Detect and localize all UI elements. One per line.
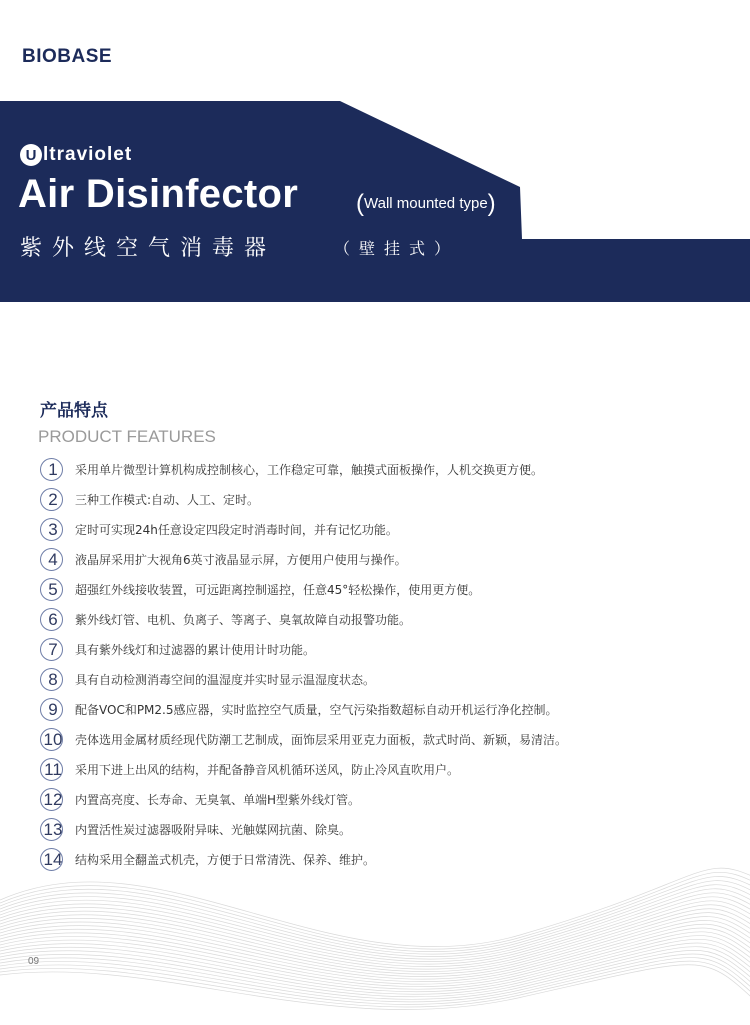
feature-item (40, 664, 740, 694)
feature-number: 3 (48, 519, 58, 539)
feature-text: 内置高亮度、长寿命、无臭氧、单端H型紫外线灯管。 (75, 792, 361, 807)
feature-text: 配备VOC和PM2.5感应器，实时监控空气质量，空气污染指数超标自动开机运行净化控制。 (75, 702, 558, 717)
ultraviolet-rest: ltraviolet (43, 144, 133, 165)
feature-text: 具有紫外线灯和过滤器的累计使用计时功能。 (75, 642, 316, 657)
feature-item (40, 544, 740, 574)
feature-number-badge (40, 818, 63, 841)
feature-number-badge (40, 488, 63, 511)
feature-item (40, 634, 740, 664)
feature-list (40, 454, 740, 874)
feature-item (40, 724, 740, 754)
feature-item (40, 574, 740, 604)
feature-number-badge (40, 758, 63, 781)
feature-text: 内置活性炭过滤器吸附异味、光触媒网抗菌、除臭。 (75, 822, 352, 837)
feature-text: 超强红外线接收装置，可远距离控制遥控，任意45°轻松操作，使用更方便。 (75, 582, 481, 597)
wave-line (0, 889, 750, 959)
feature-text: 采用单片微型计算机构成控制核心，工作稳定可靠，触摸式面板操作，人机交换更方便。 (75, 462, 544, 477)
feature-number-badge (40, 548, 63, 571)
section-title-en: PRODUCT FEATURES (38, 427, 216, 446)
mount-type-en: (Wall mounted type) (356, 190, 496, 217)
feature-item (40, 754, 740, 784)
feature-text: 三种工作模式:自动、人工、定时。 (75, 492, 260, 507)
uv-badge-icon: U (20, 144, 42, 166)
feature-number: 9 (48, 699, 58, 719)
decorative-wave-lines (0, 840, 750, 1025)
feature-number-badge (40, 668, 63, 691)
feature-number: 2 (48, 489, 58, 509)
feature-number: 11 (44, 759, 62, 779)
feature-text: 结构采用全翻盖式机壳，方便于日常清洗、保养、维护。 (75, 852, 376, 867)
wave-line (0, 958, 750, 1005)
feature-number-badge (40, 608, 63, 631)
feature-text: 采用下进上出风的结构，并配备静音风机循环送风，防止冷风直吹用户。 (75, 762, 460, 777)
feature-number: 14 (43, 849, 63, 869)
feature-item (40, 784, 740, 814)
feature-number: 12 (43, 789, 63, 809)
feature-item (40, 694, 740, 724)
feature-text: 紫外线灯管、电机、负离子、等离子、臭氧故障自动报警功能。 (75, 612, 412, 627)
wave-line (0, 954, 750, 1002)
wave-line (0, 881, 750, 955)
feature-number: 1 (48, 459, 58, 479)
feature-number: 4 (48, 549, 58, 569)
feature-text: 定时可实现24h任意设定四段定时消毒时间，并有记忆功能。 (75, 522, 398, 537)
feature-number-badge (40, 638, 63, 661)
product-title-en: Air Disinfector (18, 172, 299, 216)
page-number: 09 (28, 956, 40, 967)
mount-type-cn: （壁挂式） (334, 239, 460, 258)
feature-number-badge (40, 458, 63, 481)
feature-number-badge (40, 518, 63, 541)
feature-item (40, 604, 740, 634)
feature-number: 10 (43, 729, 63, 749)
wave-line (0, 913, 750, 975)
feature-number-badge (40, 578, 63, 601)
feature-text: 壳体选用金属材质经现代防潮工艺制成，面饰层采用亚克力面板，款式时尚、新颖，易清洁。 (75, 732, 568, 747)
feature-number: 5 (48, 579, 58, 599)
feature-item (40, 484, 740, 514)
section-title-cn: 产品特点 (40, 401, 108, 421)
feature-item (40, 514, 740, 544)
mount-type-en-text: Wall mounted type (364, 195, 488, 212)
feature-text: 液晶屏采用扩大视角6英寸液晶显示屏，方便用户使用与操作。 (75, 552, 407, 567)
brand-logo: BIOBASE (22, 46, 113, 67)
feature-item (40, 454, 740, 484)
feature-number-badge (40, 728, 63, 751)
feature-number: 7 (48, 639, 58, 659)
feature-number-badge (40, 788, 63, 811)
ultraviolet-label (20, 142, 132, 168)
feature-number: 13 (43, 819, 63, 839)
feature-number: 8 (48, 669, 58, 689)
feature-number: 6 (48, 609, 58, 629)
feature-number-badge (40, 698, 63, 721)
feature-text: 具有自动检测消毒空间的温湿度并实时显示温湿度状态。 (75, 672, 376, 687)
product-title-cn: 紫外线空气消毒器 (20, 236, 277, 261)
